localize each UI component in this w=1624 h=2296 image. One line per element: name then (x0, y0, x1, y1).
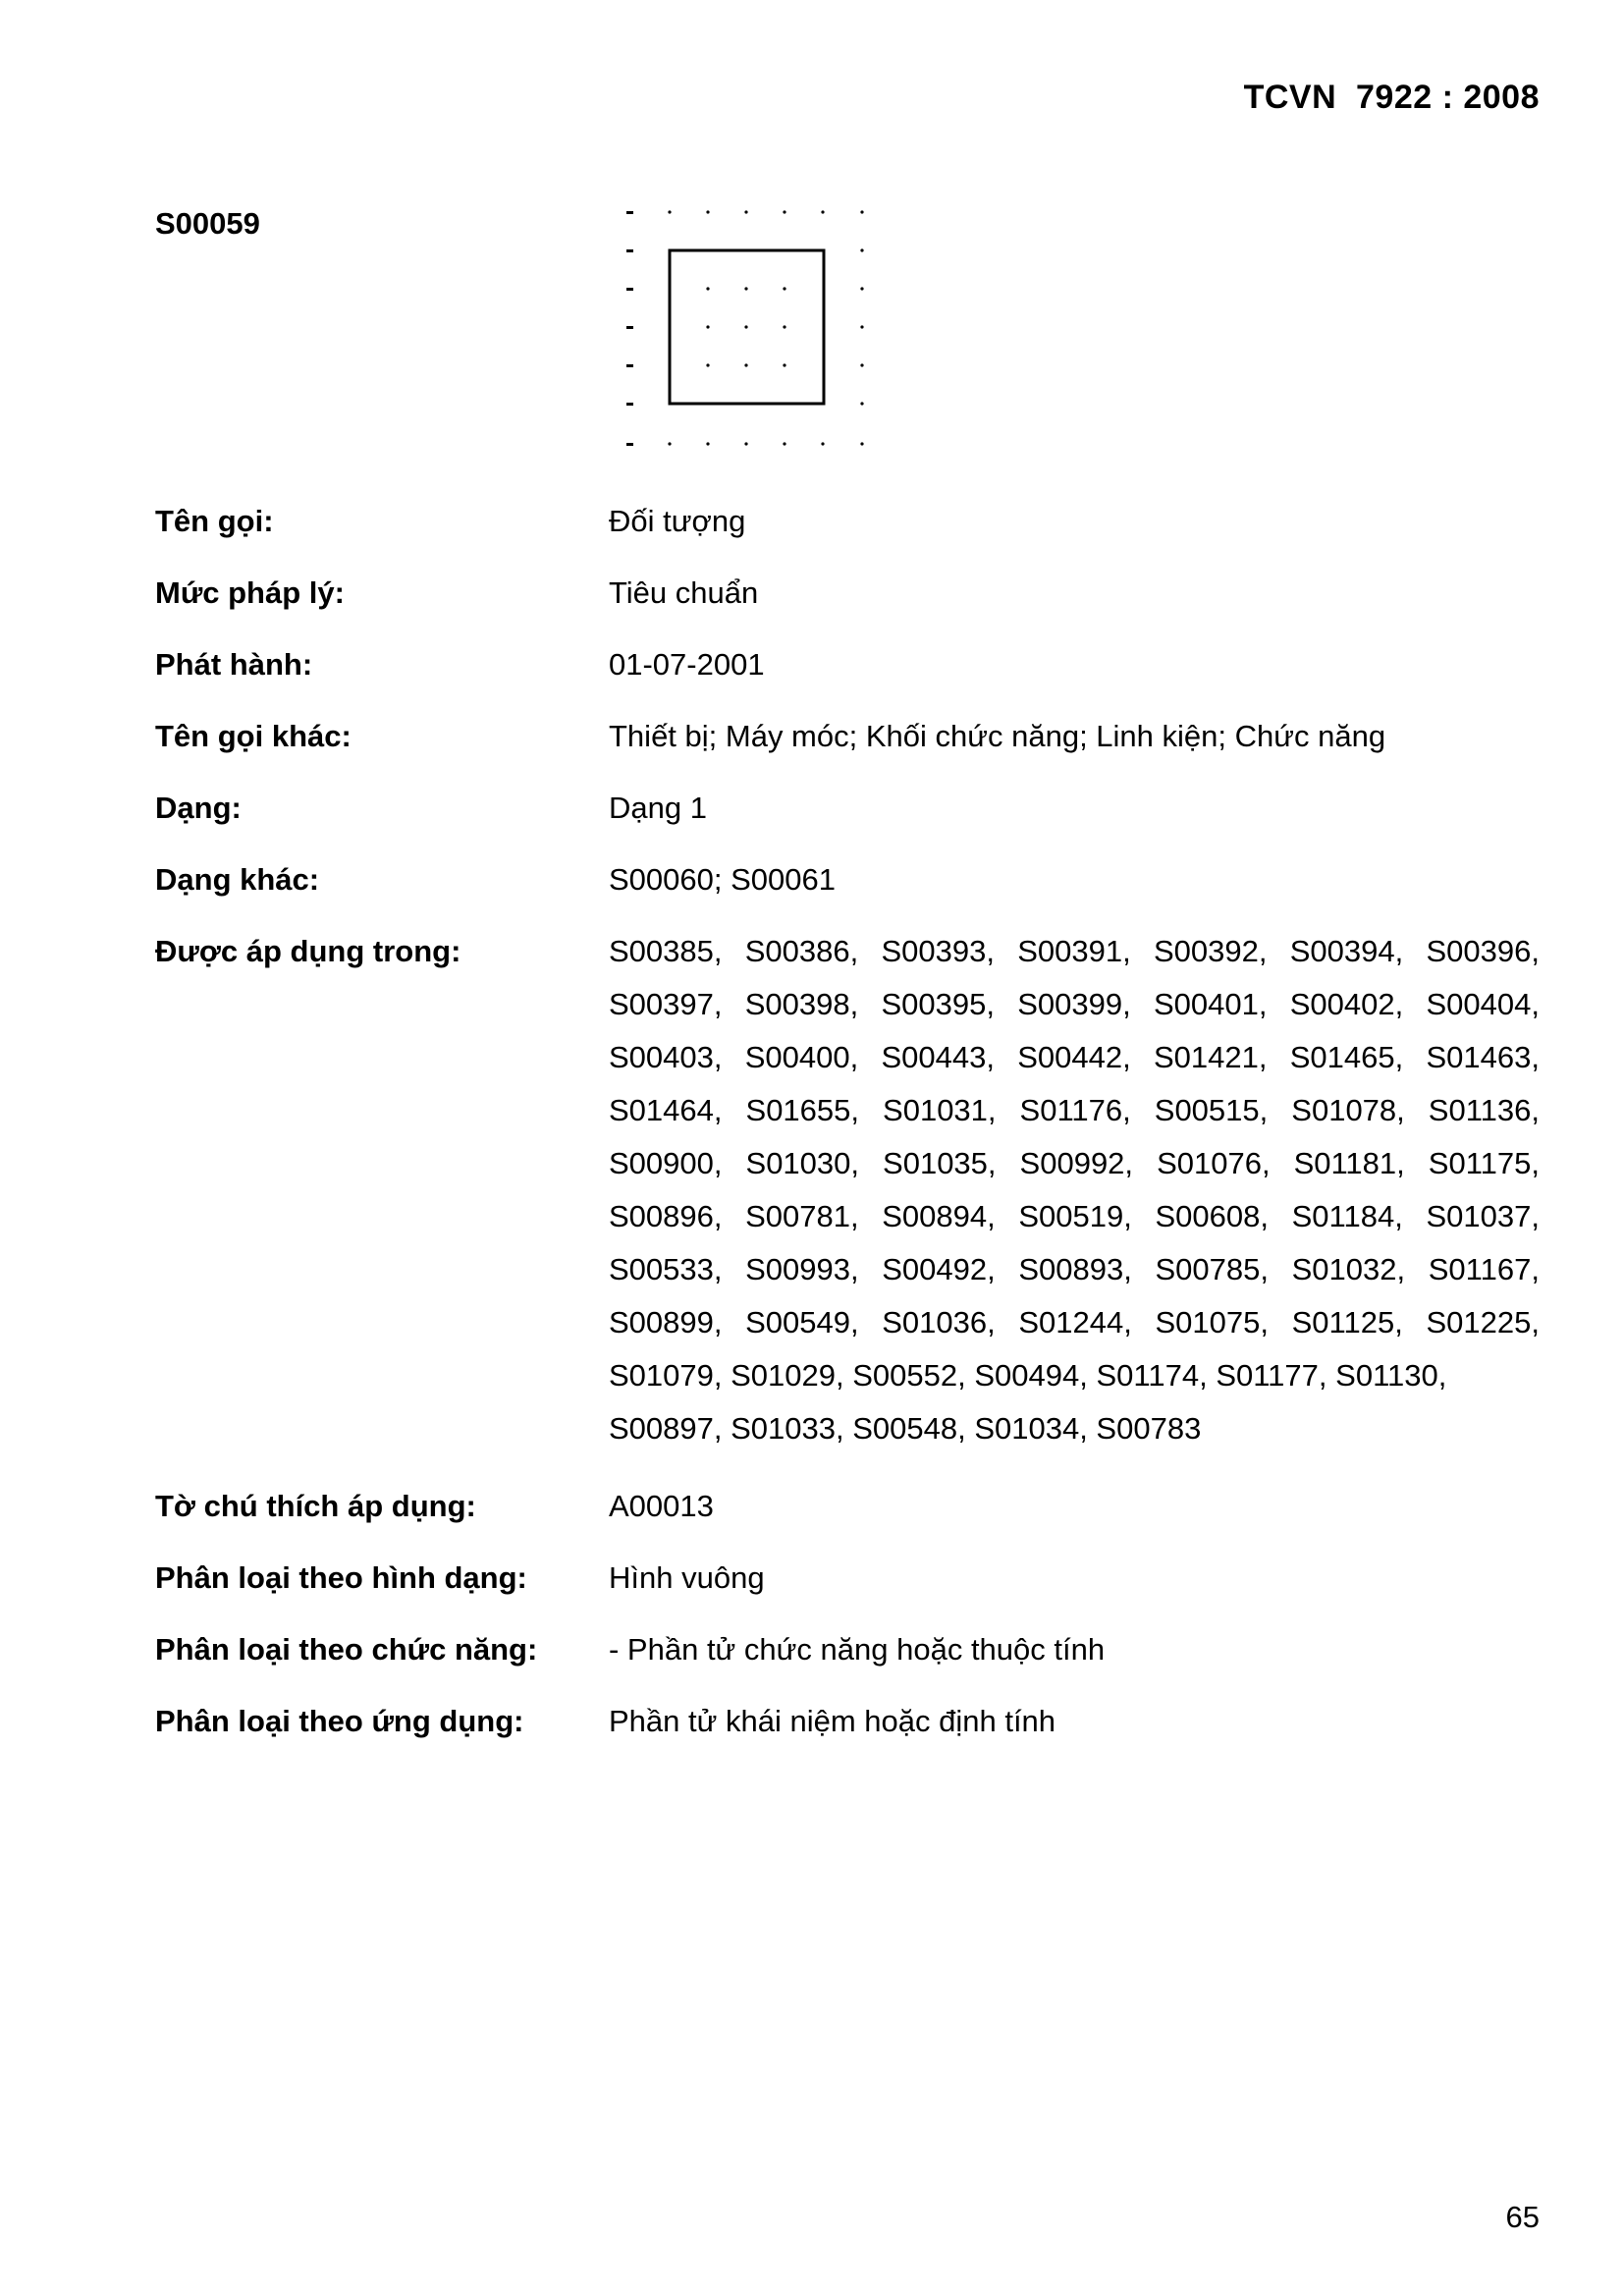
field-ten-goi (155, 501, 1540, 542)
applied-code: S00403, (609, 1040, 723, 1074)
applied-code: S00519, (1018, 1199, 1132, 1233)
applied-code: S01177, (1216, 1358, 1327, 1393)
dot-grid (626, 210, 864, 446)
field-value: Thiết bị; Máy móc; Khối chức năng; Linh kiện; Chức năng (609, 719, 1386, 753)
field-value: Đối tượng (609, 504, 746, 538)
symbol-properties (155, 501, 1540, 1773)
applied-code: S01037, (1426, 1199, 1540, 1233)
applied-codes-last-line: S00897, S01033, S00548, S01034, S00783 (609, 1411, 1202, 1446)
applied-code: S00397, (609, 987, 723, 1021)
applied-code: S00608, (1155, 1199, 1269, 1233)
field-value: Hình vuông (609, 1560, 765, 1595)
applied-code: S00549, (745, 1305, 859, 1339)
field-label: Phân loại theo chức năng: (155, 1632, 538, 1667)
applied-code: S00404, (1426, 987, 1540, 1021)
field-value: 01-07-2001 (609, 647, 765, 682)
field-label: Dạng khác: (155, 862, 320, 897)
applied-code: S00443, (881, 1040, 995, 1074)
applied-code: S00385, (609, 934, 723, 968)
applied-code: S00899, (609, 1305, 723, 1339)
applied-code: S01464, (609, 1093, 723, 1127)
applied-code: S00785, (1155, 1252, 1269, 1286)
applied-code: S00402, (1289, 987, 1404, 1021)
field-label: Tên gọi khác: (155, 719, 352, 753)
applied-code: S01076, (1157, 1146, 1271, 1180)
applied-code: S00392, (1154, 934, 1268, 968)
field-muc-phap-ly (155, 573, 1540, 614)
applied-code: S00393, (881, 934, 995, 968)
applied-code: S01079, (609, 1358, 723, 1393)
field-value: A00013 (609, 1489, 714, 1523)
applied-code: S00391, (1017, 934, 1131, 968)
symbol-code: S00059 (155, 206, 260, 241)
field-dang (155, 788, 1540, 829)
applied-code: S00893, (1018, 1252, 1132, 1286)
applied-code: S01244, (1018, 1305, 1132, 1339)
page-number: 65 (1505, 2200, 1540, 2234)
applied-code: S01125, (1291, 1305, 1403, 1339)
applied-code: S00896, (609, 1199, 723, 1233)
applied-code: S00992, (1019, 1146, 1134, 1180)
applied-code: S00398, (744, 987, 859, 1021)
applied-code: S01465, (1289, 1040, 1404, 1074)
applied-code: S00552, (852, 1358, 966, 1393)
field-label: Được áp dụng trong: (155, 934, 461, 968)
applied-code: S00386, (744, 934, 859, 968)
square-symbol-graphic (609, 196, 884, 471)
applied-code: S01078, (1291, 1093, 1405, 1127)
field-to-chu-thich (155, 1486, 1540, 1527)
applied-code: S00900, (609, 1146, 723, 1180)
applied-code: S01176, (1019, 1093, 1131, 1127)
applied-code: S01031, (883, 1093, 997, 1127)
field-phan-loai-chuc-nang (155, 1629, 1540, 1670)
applied-code: S01030, (745, 1146, 860, 1180)
applied-code: S01225, (1426, 1305, 1540, 1339)
field-label: Mức pháp lý: (155, 575, 345, 610)
field-label: Dạng: (155, 791, 242, 825)
applied-codes-list (609, 925, 1540, 1455)
applied-code: S01463, (1426, 1040, 1540, 1074)
field-value: Phần tử khái niệm hoặc định tính (609, 1704, 1056, 1738)
field-label: Phân loại theo ứng dụng: (155, 1704, 524, 1738)
field-label: Tờ chú thích áp dụng: (155, 1489, 476, 1523)
applied-code: S00400, (744, 1040, 859, 1074)
field-dang-khac (155, 859, 1540, 901)
applied-code: S00894, (882, 1199, 996, 1233)
field-phat-hanh (155, 644, 1540, 685)
field-value: Tiêu chuẩn (609, 575, 759, 610)
field-phan-loai-ung-dung (155, 1701, 1540, 1742)
applied-code: S00396, (1426, 934, 1540, 968)
field-value: - Phần tử chức năng hoặc thuộc tính (609, 1632, 1106, 1667)
field-label: Tên gọi: (155, 504, 274, 538)
applied-code: S01184, (1291, 1199, 1403, 1233)
applied-code: S00492, (882, 1252, 996, 1286)
field-phan-loai-hinh-dang (155, 1558, 1540, 1599)
applied-code: S01032, (1291, 1252, 1406, 1286)
applied-code: S00515, (1154, 1093, 1269, 1127)
applied-code: S00394, (1289, 934, 1404, 968)
applied-code: S01175, (1428, 1146, 1540, 1180)
applied-code: S01130, (1335, 1358, 1447, 1393)
applied-code: S01174, (1096, 1358, 1208, 1393)
applied-code: S01655, (745, 1093, 860, 1127)
field-duoc-ap-dung-trong (155, 931, 1540, 1455)
standard-header: TCVN 7922 : 2008 (1243, 79, 1540, 116)
applied-code: S00399, (1017, 987, 1131, 1021)
applied-code: S00781, (745, 1199, 859, 1233)
applied-code: S00993, (745, 1252, 859, 1286)
applied-code: S00494, (974, 1358, 1088, 1393)
field-label: Phân loại theo hình dạng: (155, 1560, 527, 1595)
applied-code: S01136, (1428, 1093, 1540, 1127)
applied-code: S01167, (1428, 1252, 1540, 1286)
applied-code: S01036, (882, 1305, 996, 1339)
applied-code: S01421, (1154, 1040, 1268, 1074)
field-ten-goi-khac (155, 716, 1540, 757)
applied-code: S01181, (1293, 1146, 1405, 1180)
field-value: Dạng 1 (609, 791, 707, 825)
field-value: S00060; S00061 (609, 862, 836, 897)
applied-code: S00395, (881, 987, 995, 1021)
applied-code: S01075, (1155, 1305, 1269, 1339)
applied-code: S00401, (1154, 987, 1268, 1021)
applied-code: S01029, (731, 1358, 844, 1393)
applied-code: S00442, (1017, 1040, 1131, 1074)
applied-code: S00533, (609, 1252, 723, 1286)
applied-code: S01035, (883, 1146, 997, 1180)
field-label: Phát hành: (155, 647, 313, 682)
